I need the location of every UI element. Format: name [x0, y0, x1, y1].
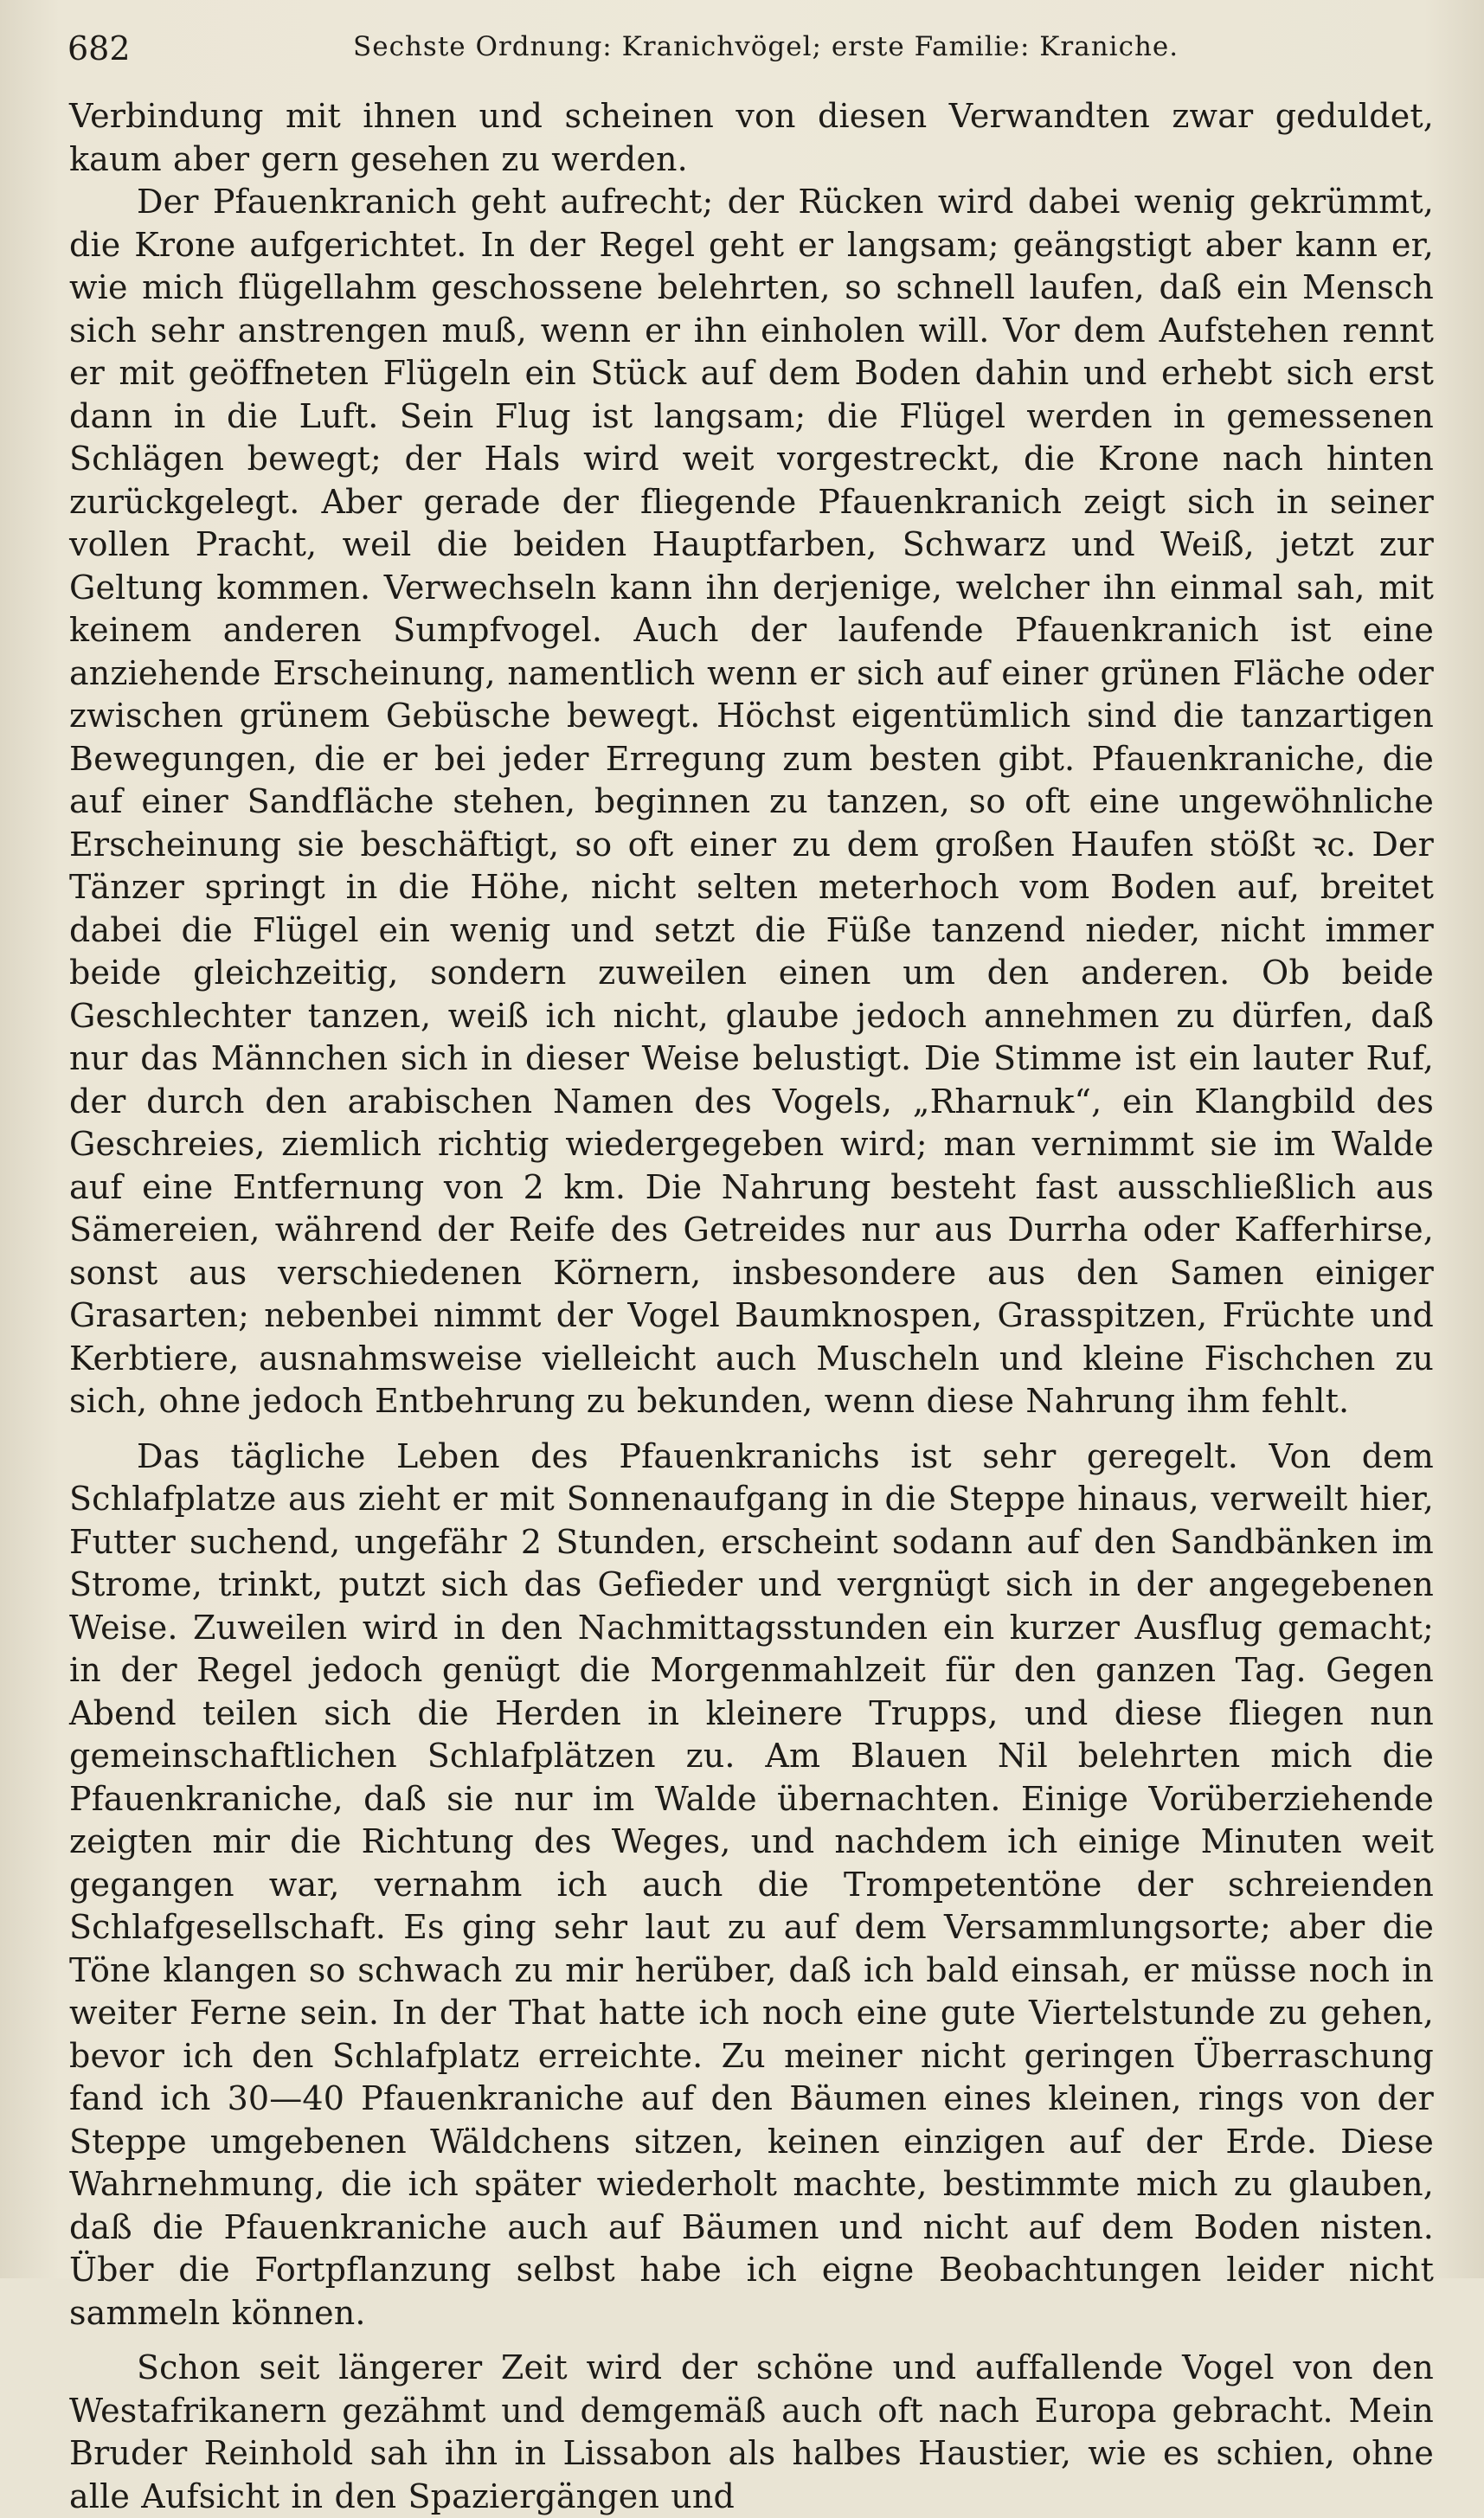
- running-title: Sechste Ordnung: Kranichvögel; erste Familie: Kraniche.: [353, 31, 1179, 62]
- page-header: [67, 29, 1430, 73]
- paragraph-continuation: Verbindung mit ihnen und scheinen von diesen Verwandten zwar geduldet, kaum aber gern gesehen zu werden.: [69, 97, 1434, 178]
- paragraph-locomotion-voice-food: Der Pfauenkranich geht aufrecht; der Rücken wird dabei wenig gekrümmt, die Krone aufgerichtet. In der Regel geht er langsam; geängstigt aber kann er, wie mich flügellahm geschossene belehrten, so schnell laufen, daß ein Mensch sich sehr anstrengen muß, wenn er ihn einholen will. Vor dem Aufstehen rennt er mit geöffneten Flügeln ein Stück auf dem Boden dahin und erhebt sich erst dann in die Luft. Sein Flug ist langsam; die Flügel werden in gemessenen Schlägen bewegt; der Hals wird weit vorgestreckt, die Krone nach hinten zurückgelegt. Aber gerade der fliegende Pfauenkranich zeigt sich in seiner vollen Pracht, weil die beiden Hauptfarben, Schwarz und Weiß, jetzt zur Geltung kommen. Verwechseln kann ihn derjenige, welcher ihn einmal sah, mit keinem anderen Sumpfvogel. Auch der laufende Pfauenkranich ist eine anziehende Erscheinung, namentlich wenn er sich auf einer grünen Fläche oder zwischen grünem Gebüsche bewegt. Höchst eigentümlich sind die tanzartigen Bewegungen, die er bei jeder Erregung zum besten gibt. Pfauenkraniche, die auf einer Sandfläche stehen, beginnen zu tanzen, so oft eine ungewöhnliche Erscheinung sie beschäftigt, so oft einer zu dem großen Haufen stößt ꝛc. Der Tänzer springt in die Höhe, nicht selten meterhoch vom Boden auf, breitet dabei die Flügel ein wenig und setzt die Füße tanzend nieder, nicht immer beide gleichzeitig, sondern zuweilen einen um den anderen. Ob beide Geschlechter tanzen, weiß ich nicht, glaube jedoch annehmen zu dürfen, daß nur das Männchen sich in dieser Weise belustigt. Die Stimme ist ein lauter Ruf, der durch den arabischen Namen des Vogels, „Rharnuk“, ein Klangbild des Geschreies, ziemlich richtig wiedergegeben wird; man vernimmt sie im Walde auf eine Entfernung von 2 km. Die Nahrung besteht fast ausschließlich aus Sämereien, während der Reife des Getreides nur aus Durrha oder Kafferhirse, sonst aus verschiedenen Körnern, insbesondere aus den Samen einiger Grasarten; nebenbei nimmt der Vogel Baumknospen, Grasspitzen, Früchte und Kerbtiere, ausnahmsweise vielleicht auch Muscheln und kleine Fischchen zu sich, ohne jedoch Entbehrung zu bekunden, wenn diese Nahrung ihm fehlt.: [69, 183, 1434, 1420]
- paragraph-captivity: Schon seit längerer Zeit wird der schöne und auffallende Vogel von den Westafrikanern gezähmt und demgemäß auch oft nach Europa gebracht. Mein Bruder Reinhold sah ihn in Lissabon als halbes Haustier, wie es schien, ohne alle Aufsicht in den Spaziergängen und: [69, 2348, 1434, 2515]
- page-number: 682: [67, 29, 131, 67]
- paragraph-daily-life: Das tägliche Leben des Pfauenkranichs ist sehr geregelt. Von dem Schlafplatze aus zieht er mit Sonnenaufgang in die Steppe hinaus, verweilt hier, Futter suchend, ungefähr 2 Stunden, erscheint sodann auf den Sandbänken im Strome, trinkt, putzt sich das Gefieder und vergnügt sich in der angegebenen Weise. Zuweilen wird in den Nachmittagsstunden ein kurzer Ausflug gemacht; in der Regel jedoch genügt die Morgenmahlzeit für den ganzen Tag. Gegen Abend teilen sich die Herden in kleinere Trupps, und diese fliegen nun gemeinschaftlichen Schlafplätzen zu. Am Blauen Nil belehrten mich die Pfauenkraniche, daß sie nur im Walde übernachten. Einige Vorüberziehende zeigten mir die Richtung des Weges, und nachdem ich einige Minuten weit gegangen war, vernahm ich auch die Trompetentöne der schreienden Schlafgesellschaft. Es ging sehr laut zu auf dem Versammlungsorte; aber die Töne klangen so schwach zu mir herüber, daß ich bald einsah, er müsse noch in weiter Ferne sein. In der That hatte ich noch eine gute Viertelstunde zu gehen, bevor ich den Schlafplatz erreichte. Zu meiner nicht geringen Überraschung fand ich 30—40 Pfauenkraniche auf den Bäumen eines kleinen, rings von der Steppe umgebenen Wäldchens sitzen, keinen einzigen auf der Erde. Diese Wahrnehmung, die ich später wiederholt machte, bestimmte mich zu glauben, daß die Pfauenkraniche auch auf Bäumen und nicht auf dem Boden nisten. Über die Fortpflanzung selbst habe ich eigne Beobachtungen leider nicht sammeln können.: [69, 1436, 1434, 2332]
- body-text: [69, 95, 1434, 2518]
